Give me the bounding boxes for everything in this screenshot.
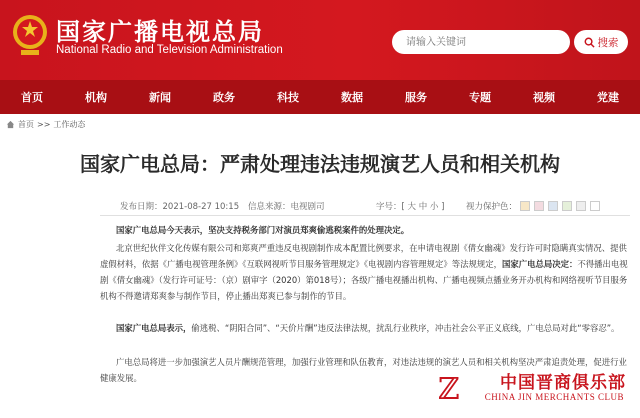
divider: [100, 215, 630, 216]
nav-services[interactable]: 服务: [405, 91, 427, 104]
p4-text: 广电总局将进一步加强演艺人员片酬规范管理，加强行业管理和队伍教育，对违法违规的演艺人员和相关机构坚决严肃追责处理，促进行业健康发展。: [100, 357, 627, 383]
p3-bold: 国家广电总局表示，: [116, 323, 192, 333]
watermark-en: CHINA JIN MERCHANTS CLUB: [484, 392, 624, 402]
nav-technology[interactable]: 科技: [277, 91, 299, 104]
search-button[interactable]: [574, 30, 628, 54]
main-nav: [0, 80, 640, 114]
breadcrumb-current[interactable]: 工作动态: [53, 120, 86, 129]
swatch-3[interactable]: [548, 201, 558, 211]
swatch-2[interactable]: [534, 201, 544, 211]
watermark-logo: [434, 366, 634, 416]
breadcrumb: [6, 119, 85, 130]
breadcrumb-separator: >>: [37, 120, 51, 129]
breadcrumb-home[interactable]: 首页: [18, 120, 34, 129]
watermark-mark-icon: ℤ: [438, 372, 460, 407]
search-icon: [584, 37, 595, 48]
search-input[interactable]: [392, 30, 570, 54]
nav-home[interactable]: 首页: [21, 91, 43, 104]
p3-text: 偷逃税、“阴阳合同”、“天价片酬”违反法律法规，扰乱行业秩序，冲击社会公平正义底线，广电总局对此“零容忍”。: [191, 323, 620, 333]
home-icon: [6, 120, 15, 129]
nav-party[interactable]: 党建: [597, 91, 619, 104]
nav-topics[interactable]: 专题: [469, 91, 491, 104]
watermark-cn: 中国晋商俱乐部: [500, 373, 626, 393]
nav-video[interactable]: 视频: [533, 91, 555, 104]
paragraph-3: [100, 320, 630, 336]
color-swatches: [520, 201, 600, 211]
nav-data[interactable]: 数据: [341, 91, 363, 104]
p2-bold: 国家广电总局决定：: [501, 259, 578, 269]
swatch-6[interactable]: [590, 201, 600, 211]
site-title-en: National Radio and Television Administration: [56, 44, 283, 56]
info-source: 信息来源：电视剧司: [248, 202, 325, 212]
search-button-label: 搜索: [597, 36, 619, 49]
p2-rest: 不得播出电视剧《倩女幽魂》（发行许可证号：（京）剧审字（2020）第018号）；各级广播电视播出机构、广播电视频点播业务开办机构和网络视听节目服务机构不得邀请郑爽参与制作节目，停止播出郑爽已参与制作的节目。: [100, 259, 628, 301]
nav-news[interactable]: 新闻: [149, 91, 171, 104]
paragraph-1: [100, 222, 630, 238]
swatch-4[interactable]: [562, 201, 572, 211]
nav-organization[interactable]: 机构: [85, 91, 107, 104]
vision-protect-label: 视力保护色：: [466, 202, 518, 212]
article-title: 国家广电总局：严肃处理违法违规演艺人员和相关机构: [80, 152, 560, 176]
p2-text: 北京世纪伙伴文化传媒有限公司和郑爽严重违反电视剧制作成本配置比例要求，在申请电视剧《倩女幽魂》发行许可时隐瞒真实情况、提供虚假材料，依据《广播电视管理条例》《互联网视听节目服务管理规定》《电视剧内容管理规定》等法规规定，: [100, 243, 627, 269]
national-emblem-icon: [10, 10, 50, 60]
nav-government[interactable]: 政务: [213, 91, 235, 104]
paragraph-2: [100, 240, 630, 304]
swatch-5[interactable]: [576, 201, 586, 211]
publish-date: 发布日期：2021-08-27 10:15: [120, 202, 240, 212]
font-size-control[interactable]: 字号：[ 大 中 小 ]: [376, 202, 445, 212]
p1-text: 国家广电总局今天表示，坚决支持税务部门对演员郑爽偷逃税案件的处理决定。: [116, 225, 410, 235]
site-header: [0, 0, 640, 80]
site-title-cn[interactable]: 国家广播电视总局: [56, 18, 264, 46]
swatch-1[interactable]: [520, 201, 530, 211]
